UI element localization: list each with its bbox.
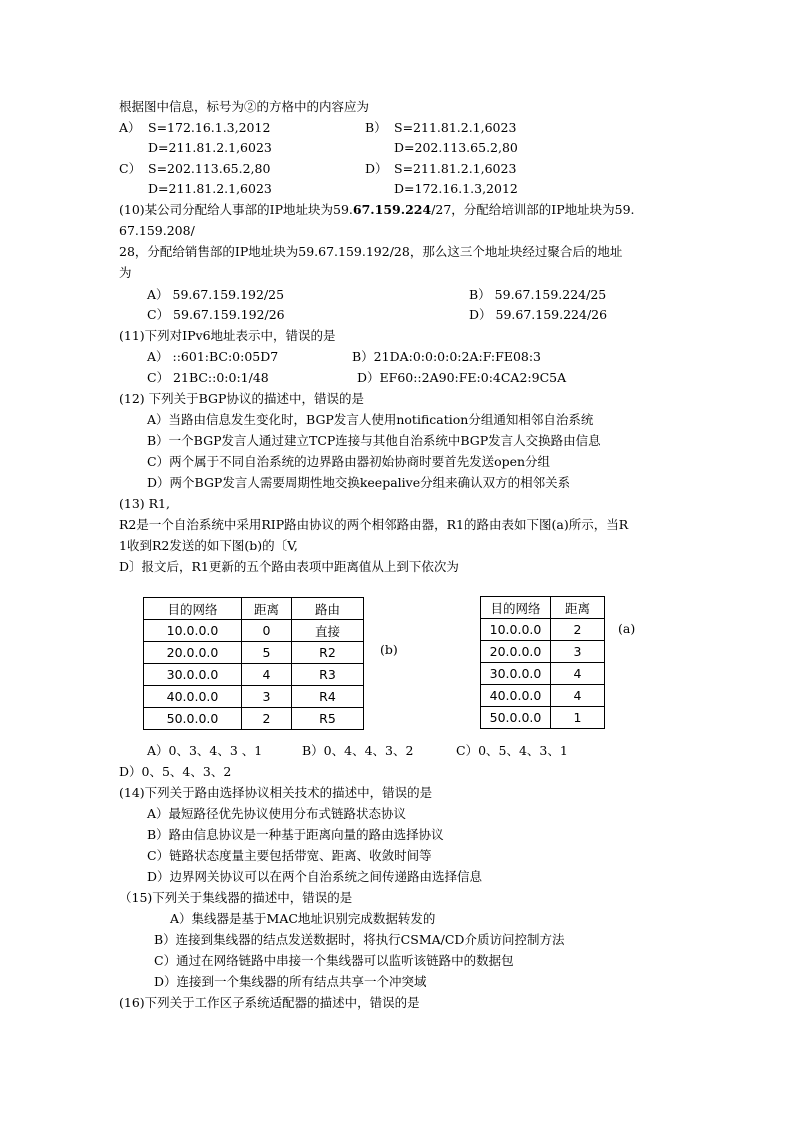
q14-option-b: B）路由信息协议是一种基于距离向量的路由选择协议: [147, 827, 444, 842]
table-cell: 直接: [292, 620, 364, 642]
q15-option-c: C）通过在网络链路中串接一个集线器可以监听该链路中的数据包: [154, 953, 514, 968]
q10-bold-address: 67.159.224: [352, 202, 432, 217]
q9-option-c-label: C）: [119, 161, 142, 176]
q10-stem-line1: [119, 200, 635, 220]
table-cell: 5: [242, 642, 292, 664]
q9-option-b-line1: S=211.81.2.1,6023: [394, 120, 517, 135]
table-cell: 4: [551, 685, 605, 707]
q13-stem-line1: (13) R1,: [119, 496, 170, 511]
q14-option-a: A）最短路径优先协议使用分布式链路状态协议: [147, 806, 407, 821]
table-row: [144, 620, 364, 642]
q9-option-a-label: A）: [119, 120, 141, 135]
q15-option-a: A）集线器是基于MAC地址识别完成数据转发的: [170, 911, 436, 926]
q11-option-b: B）21DA:0:0:0:0:2A:F:FE08:3: [352, 349, 542, 364]
q10-option-d: D） 59.67.159.224/26: [469, 307, 608, 322]
table-b-header-network: 目的网络: [144, 598, 242, 620]
q12-option-b: B）一个BGP发言人通过建立TCP连接与其他自治系统中BGP发言人交换路由信息: [147, 433, 601, 448]
table-row: [481, 685, 605, 707]
q9-option-d-line2: D=172.16.1.3,2012: [394, 181, 518, 196]
q9-option-d-label: D）: [365, 161, 388, 176]
table-cell: R4: [292, 686, 364, 708]
table-cell: 50.0.0.0: [481, 707, 551, 729]
q16-stem: (16)下列关于工作区子系统适配器的描述中，错误的是: [119, 995, 420, 1010]
table-cell: R5: [292, 708, 364, 730]
q12-option-d: D）两个BGP发言人需要周期性地交换keepalive分组来确认双方的相邻关系: [147, 475, 571, 490]
q9-option-a-line2: D=211.81.2.1,6023: [148, 140, 272, 155]
table-cell: 2: [242, 708, 292, 730]
q13-option-d: D）0、5、4、3、2: [119, 764, 232, 779]
table-a-header-network: 目的网络: [481, 597, 551, 619]
table-cell: 3: [242, 686, 292, 708]
q11-option-c: C） 21BC::0:0:1/48: [147, 370, 269, 385]
table-row: [481, 707, 605, 729]
q12-option-a: A）当路由信息发生变化时，BGP发言人使用notification分组通知相邻自治系统: [147, 412, 594, 427]
q11-option-d: D）EF60::2A90:FE:0:4CA2:9C5A: [357, 370, 567, 385]
q14-option-c: C）链路状态度量主要包括带宽、距离、收敛时间等: [147, 848, 432, 863]
routing-table-b: [143, 597, 364, 730]
q10-stem-line2: 67.159.208/: [119, 223, 195, 238]
table-cell: 20.0.0.0: [144, 642, 242, 664]
table-cell: 50.0.0.0: [144, 708, 242, 730]
table-b-header-row: [144, 598, 364, 620]
q10-stem-line4: 为: [119, 265, 132, 280]
table-cell: 30.0.0.0: [144, 664, 242, 686]
table-cell: 10.0.0.0: [481, 619, 551, 641]
q9-option-b-line2: D=202.113.65.2,80: [394, 140, 518, 155]
table-cell: 3: [551, 641, 605, 663]
q9-option-b-label: B）: [365, 120, 387, 135]
table-cell: 40.0.0.0: [144, 686, 242, 708]
table-a-caption: (a): [618, 621, 636, 636]
routing-table-a: [480, 596, 605, 729]
q15-stem: （15)下列关于集线器的描述中，错误的是: [119, 890, 353, 905]
table-row: [144, 642, 364, 664]
table-cell: 10.0.0.0: [144, 620, 242, 642]
table-row: [144, 664, 364, 686]
table-b-caption: (b): [380, 642, 398, 657]
table-row: [481, 641, 605, 663]
q15-option-b: B）连接到集线器的结点发送数据时，将执行CSMA/CD介质访问控制方法: [154, 932, 565, 947]
q12-option-c: C）两个属于不同自治系统的边界路由器初始协商时要首先发送open分组: [147, 454, 551, 469]
q10-text-post: /27，分配给培训部的IP地址块为59.: [431, 202, 635, 217]
table-row: [481, 663, 605, 685]
table-row: [144, 686, 364, 708]
q13-stem-line2: R2是一个自治系统中采用RIP路由协议的两个相邻路由器，R1的路由表如下图(a)所示，当R: [119, 517, 629, 532]
q11-stem: (11)下列对IPv6地址表示中，错误的是: [119, 328, 336, 343]
q13-option-b: B）0、4、4、3、2: [302, 743, 414, 758]
q13-stem-line4: D〕报文后，R1更新的五个路由表项中距离值从上到下依次为: [119, 559, 459, 574]
table-a-header-row: [481, 597, 605, 619]
table-b-header-distance: 距离: [242, 598, 292, 620]
q15-option-d: D）连接到一个集线器的所有结点共享一个冲突域: [154, 974, 427, 989]
table-cell: R3: [292, 664, 364, 686]
q10-stem-line3: 28，分配给销售部的IP地址块为59.67.159.192/28，那么这三个地址块经过聚合后的地址: [119, 244, 623, 259]
table-cell: 1: [551, 707, 605, 729]
q9-stem: 根据图中信息，标号为②的方格中的内容应为: [119, 99, 370, 114]
q9-option-d-line1: S=211.81.2.1,6023: [394, 161, 517, 176]
q9-option-a-line1: S=172.16.1.3,2012: [148, 120, 271, 135]
table-cell: 20.0.0.0: [481, 641, 551, 663]
table-row: [144, 708, 364, 730]
table-cell: 40.0.0.0: [481, 685, 551, 707]
q13-stem-line3: 1收到R2发送的如下图(b)的〔V,: [119, 538, 298, 553]
q11-option-a: A） ::601:BC:0:05D7: [147, 349, 279, 364]
table-cell: 30.0.0.0: [481, 663, 551, 685]
table-cell: 4: [551, 663, 605, 685]
q10-option-b: B） 59.67.159.224/25: [469, 287, 607, 302]
table-cell: 2: [551, 619, 605, 641]
q14-option-d: D）边界网关协议可以在两个自治系统之间传递路由选择信息: [147, 869, 483, 884]
table-cell: 0: [242, 620, 292, 642]
q9-option-c-line1: S=202.113.65.2,80: [148, 161, 271, 176]
q9-option-c-line2: D=211.81.2.1,6023: [148, 181, 272, 196]
q12-stem: (12) 下列关于BGP协议的描述中，错误的是: [119, 391, 364, 406]
table-a-header-distance: 距离: [551, 597, 605, 619]
q10-option-c: C） 59.67.159.192/26: [147, 307, 285, 322]
table-cell: R2: [292, 642, 364, 664]
q10-text-pre: (10)某公司分配给人事部的IP地址块为59.: [119, 202, 353, 217]
q14-stem: (14)下列关于路由选择协议相关技术的描述中，错误的是: [119, 785, 433, 800]
q10-option-a: A） 59.67.159.192/25: [147, 287, 285, 302]
q13-option-a: A）0、3、4、3 、1: [147, 743, 263, 758]
table-b-header-route: 路由: [292, 598, 364, 620]
q13-option-c: C）0、5、4、3、1: [456, 743, 568, 758]
table-row: [481, 619, 605, 641]
table-cell: 4: [242, 664, 292, 686]
